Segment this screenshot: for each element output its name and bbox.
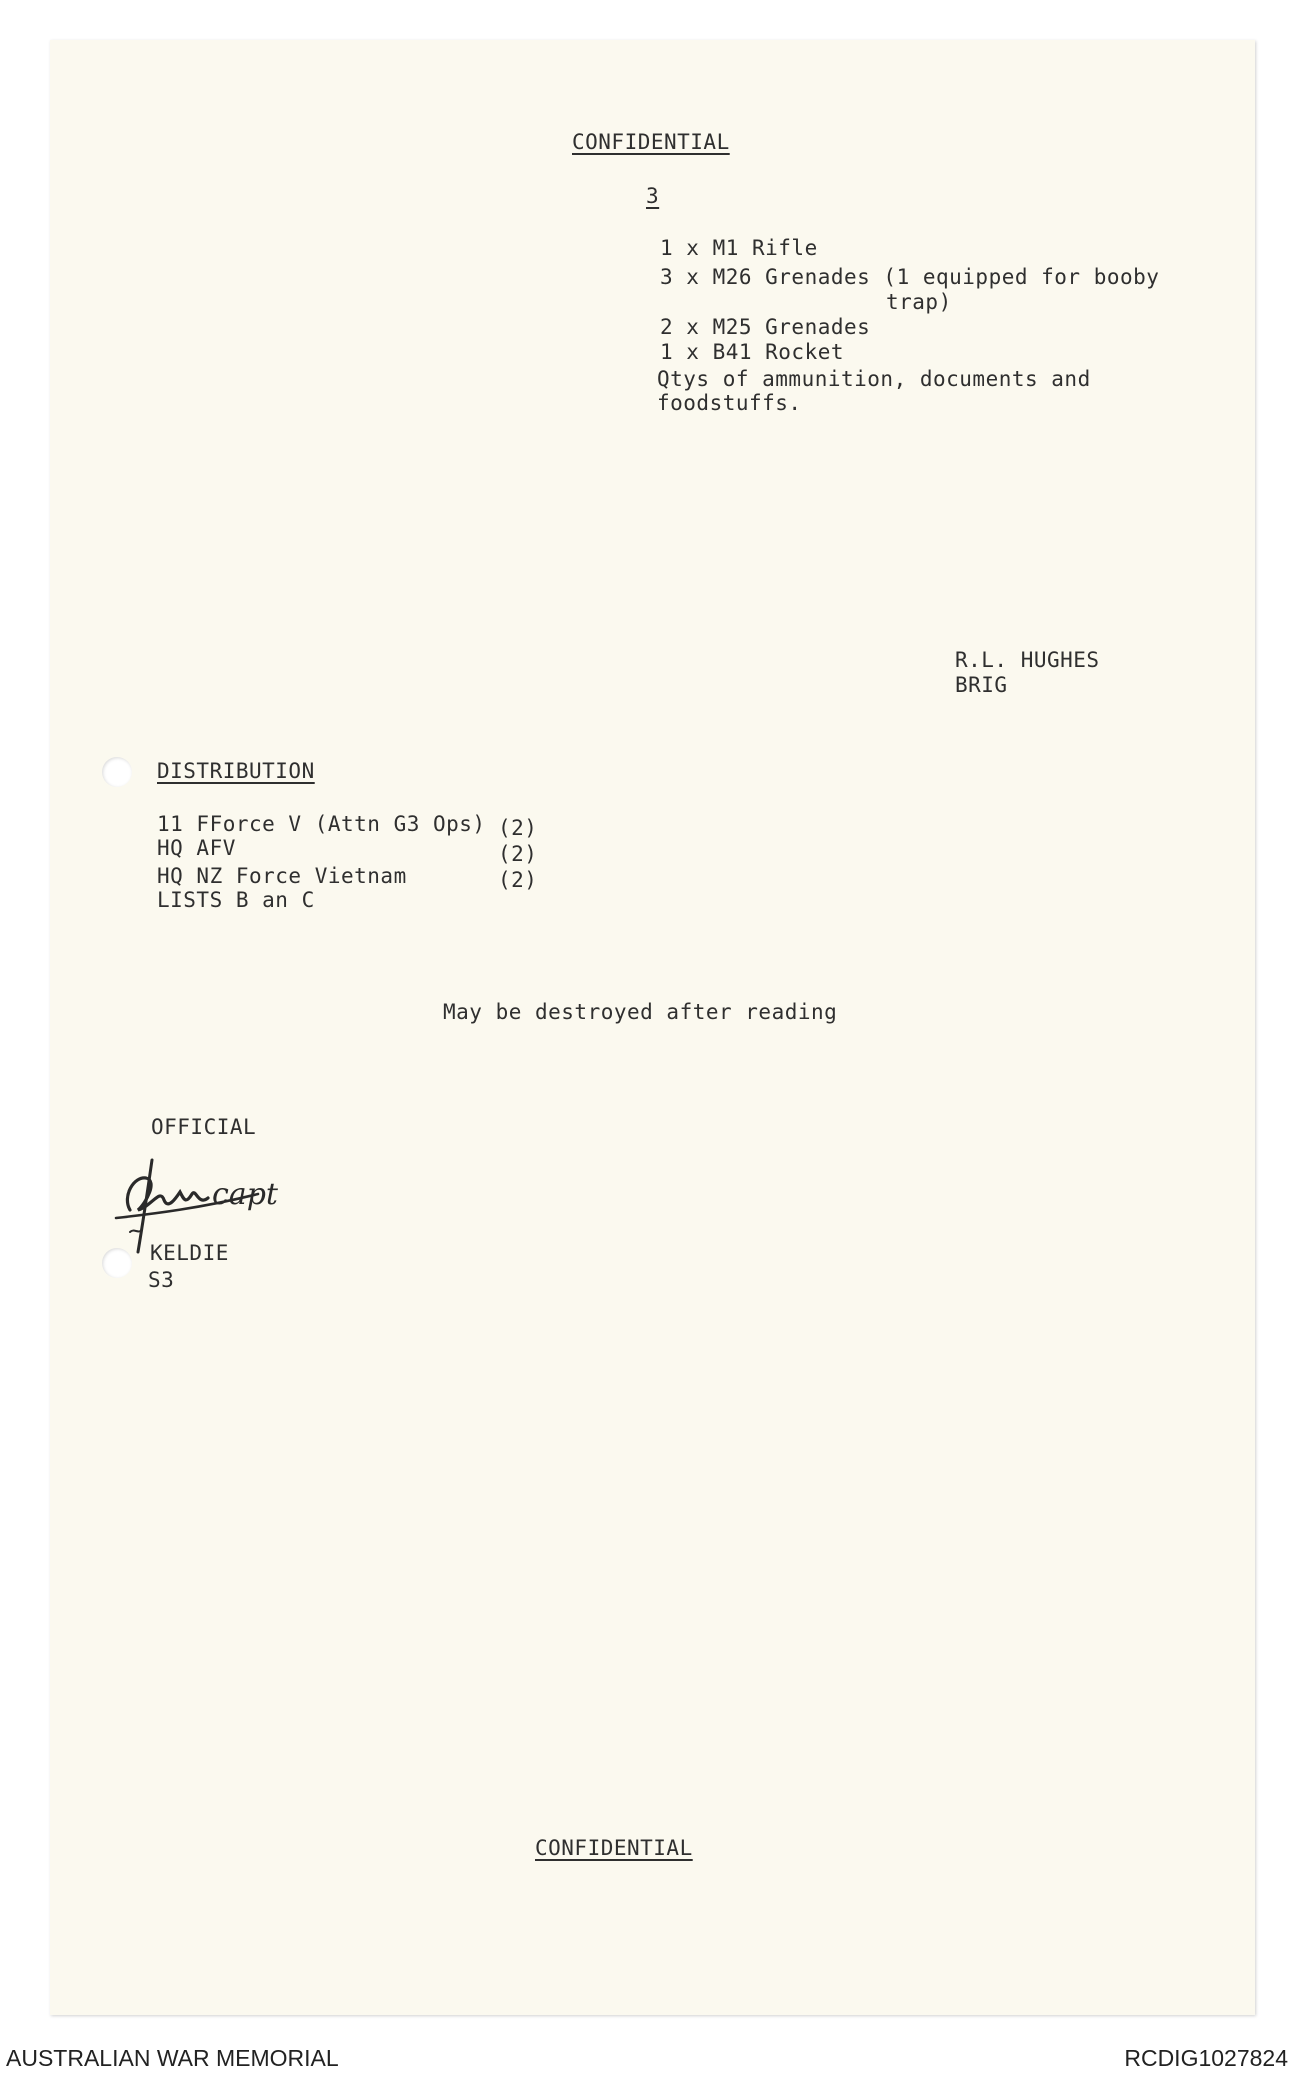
distribution-heading: DISTRIBUTION [157,759,315,783]
official-name: KELDIE [150,1241,229,1265]
list-item: 3 x M26 Grenades (1 equipped for booby [660,265,1160,289]
document-page [50,40,1255,2015]
official-label: OFFICIAL [151,1115,257,1139]
list-item: 1 x M1 Rifle [660,236,818,260]
archive-id: RCDIG1027824 [1124,2045,1288,2071]
footer-classification: CONFIDENTIAL [535,1836,693,1860]
archive-credit: AUSTRALIAN WAR MEMORIAL [6,2045,339,2071]
list-item: 1 x B41 Rocket [660,340,845,364]
page-number: 3 [646,184,660,208]
punch-hole-top [102,757,132,787]
header-classification: CONFIDENTIAL [572,130,730,154]
distribution-copies: (2) [498,842,538,866]
distribution-recipient: HQ AFV [157,836,236,860]
distribution-copies: (2) [498,868,538,892]
distribution-recipient: LISTS B an C [157,888,315,912]
distribution-recipient: 11 FForce V (Attn G3 Ops) [157,812,486,836]
distribution-recipient: HQ NZ Force Vietnam [157,864,407,888]
signatory-name: R.L. HUGHES [955,648,1100,672]
distribution-copies: (2) [498,816,538,840]
list-item: foodstuffs. [657,391,802,415]
destruction-note: May be destroyed after reading [443,1000,838,1024]
signatory-rank: BRIG [955,673,1008,697]
list-item: trap) [886,290,952,314]
list-item: Qtys of ammunition, documents and [657,367,1091,391]
official-appointment: S3 [148,1268,175,1292]
signature-annotation: capt [212,1177,278,1212]
list-item: 2 x M25 Grenades [660,315,871,339]
